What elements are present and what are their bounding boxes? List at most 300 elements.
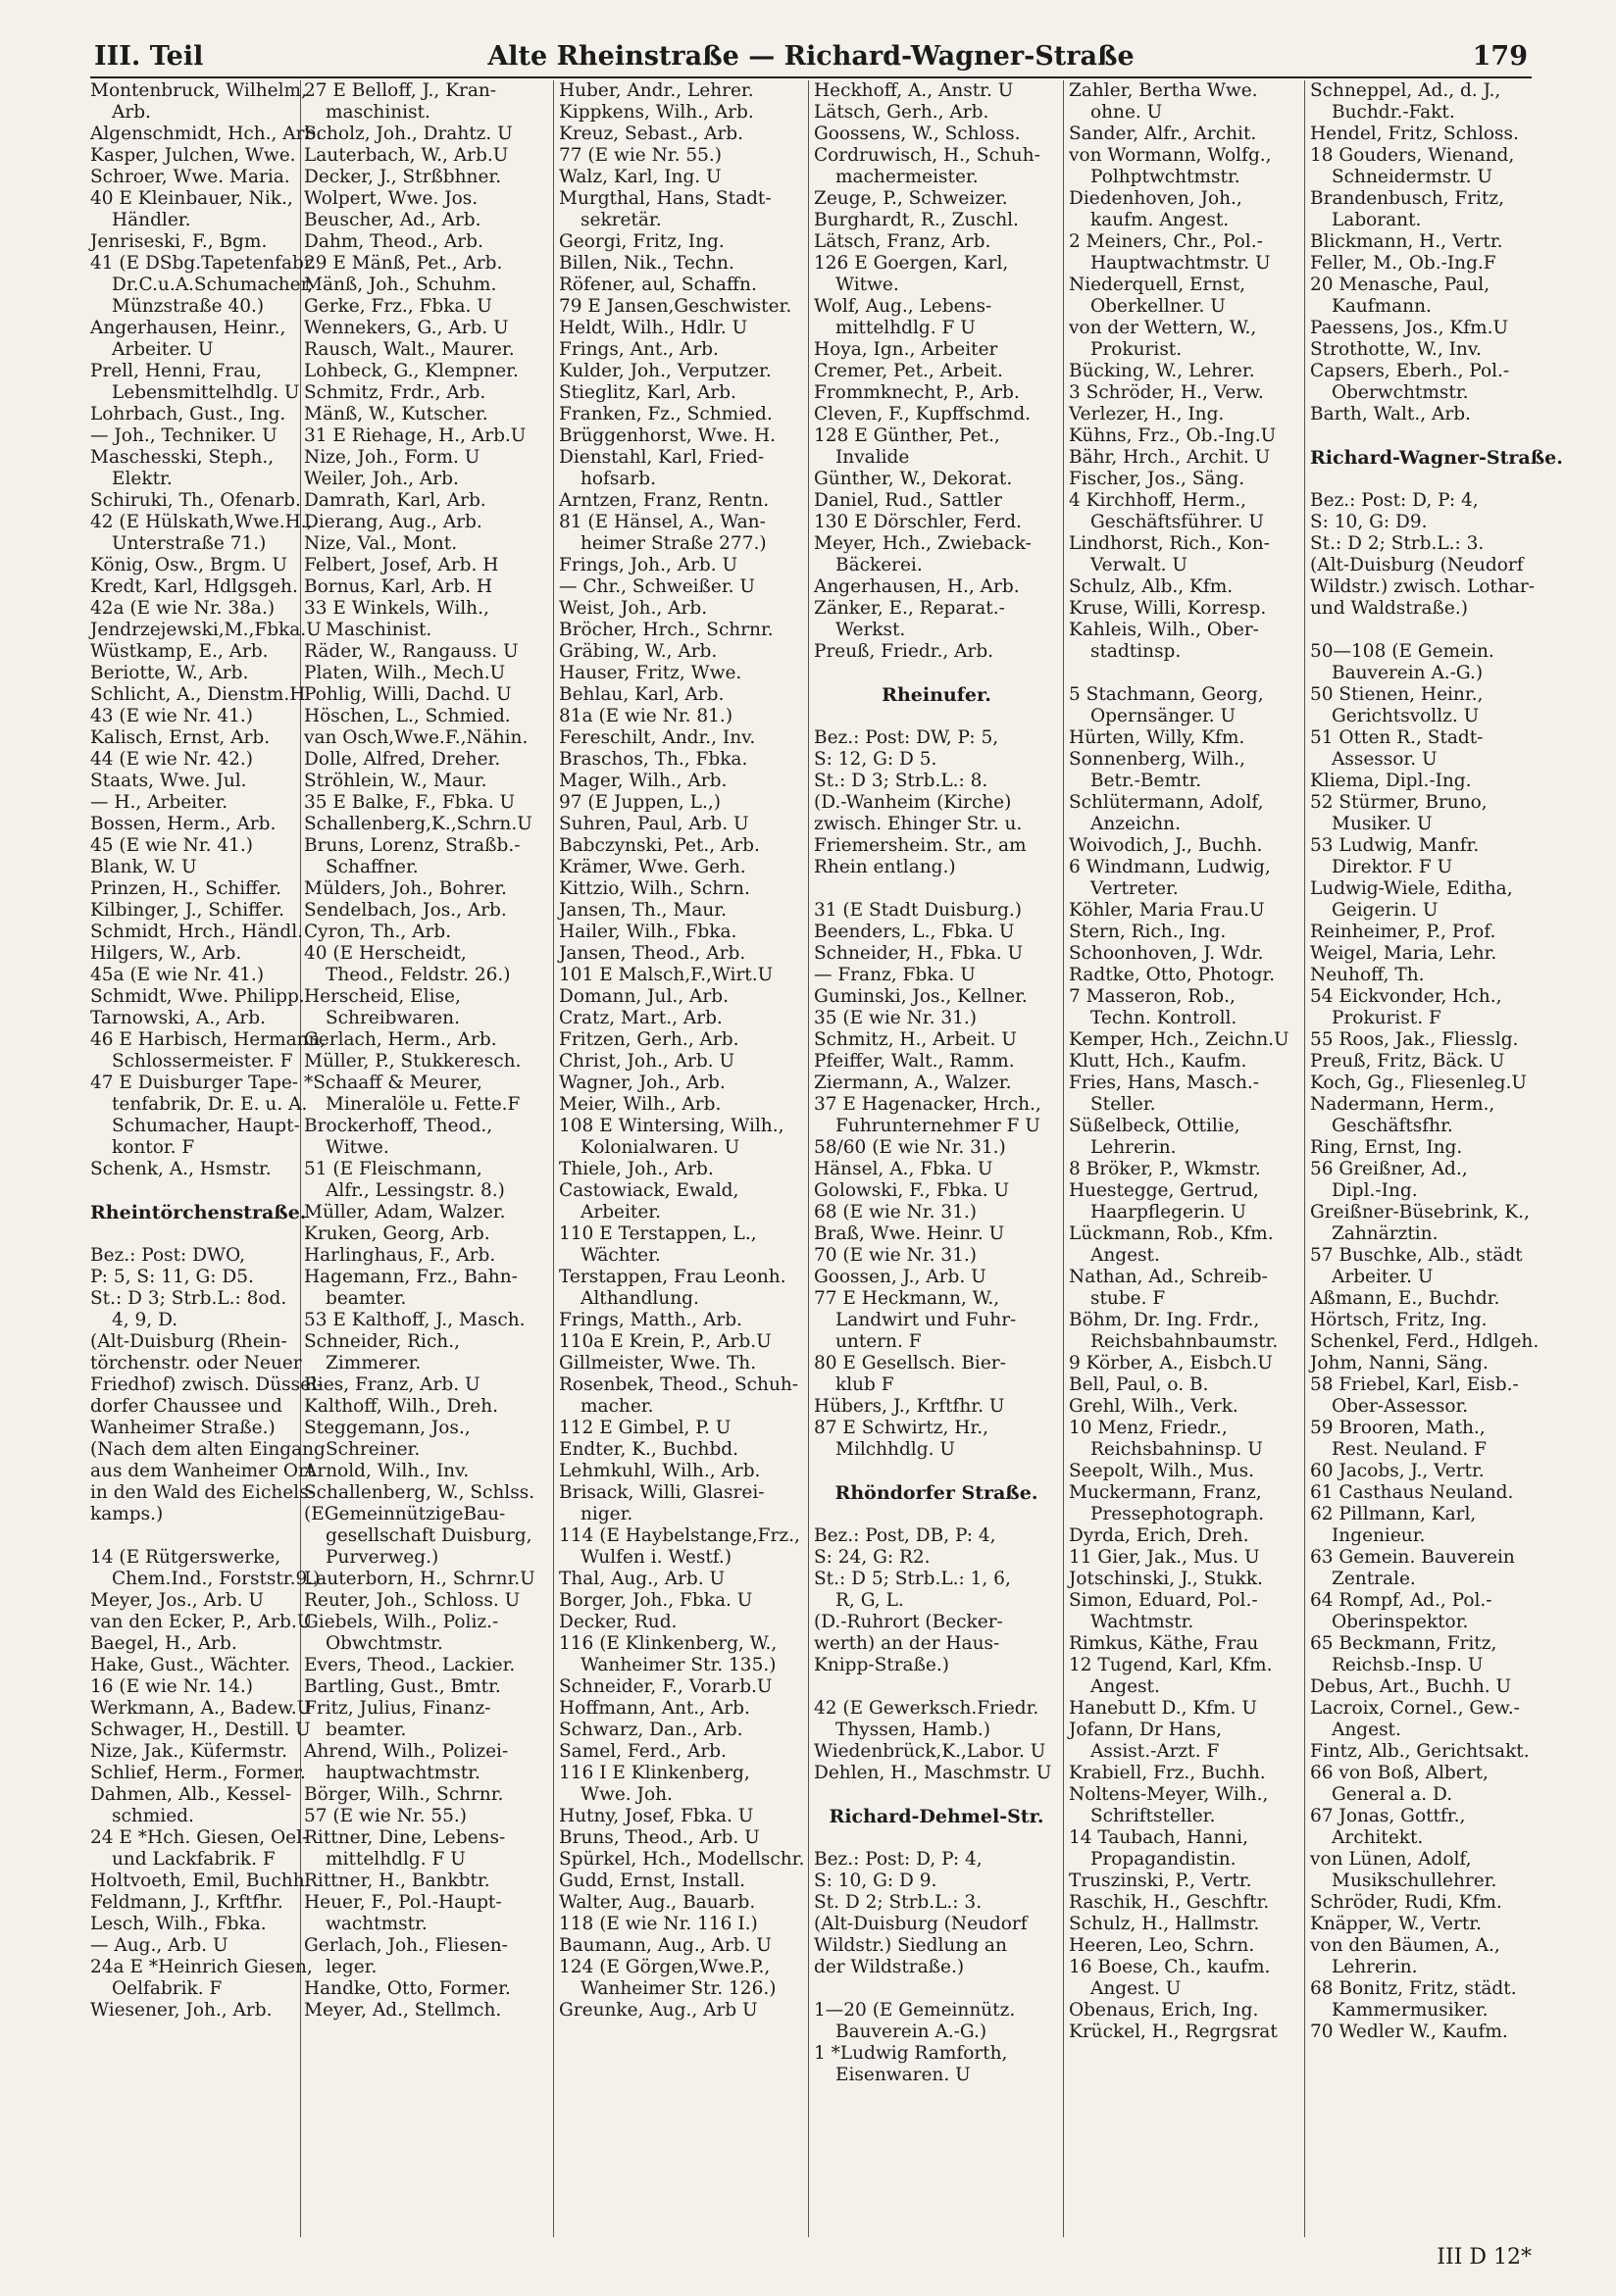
- directory-entry: Decker, J., Strßbhner.: [304, 167, 502, 187]
- directory-entry: Angest. U: [1090, 1978, 1182, 1999]
- columns-container: [90, 80, 1563, 2237]
- directory-entry: Schulz, H., Hallmstr.: [1069, 1914, 1260, 1934]
- directory-entry: Beenders, L., Fbka. U: [814, 922, 1015, 942]
- directory-entry: Wolpert, Wwe. Jos.: [304, 188, 479, 209]
- directory-entry: Grehl, Wilh., Verk.: [1069, 1396, 1238, 1417]
- directory-entry: Arbeiter. U: [1332, 1267, 1434, 1287]
- directory-entry: Kruse, Willi, Korresp.: [1069, 598, 1267, 619]
- directory-entry: von der Wettern, W.,: [1069, 318, 1257, 338]
- directory-entry: Schenkel, Ferd., Hdlgeh.: [1310, 1331, 1540, 1352]
- directory-entry: Radtke, Otto, Photogr.: [1069, 965, 1276, 985]
- directory-entry: Harlinghaus, F., Arb.: [304, 1245, 496, 1266]
- directory-entry: Böhm, Dr. Ing. Frdr.,: [1069, 1310, 1260, 1330]
- directory-entry: Decker, Rud.: [559, 1612, 678, 1632]
- directory-entry: Hutny, Josef, Fbka. U: [559, 1806, 754, 1826]
- directory-entry: Bruns, Lorenz, Straßb.-: [304, 835, 521, 856]
- directory-entry: Werkmann, A., Badew.U: [90, 1698, 313, 1719]
- directory-entry: Brüggenhorst, Wwe. H.: [559, 425, 777, 446]
- directory-entry: Montenbruck, Wilhelm,: [90, 80, 307, 101]
- directory-entry: 47 E Duisburger Tape-: [90, 1073, 299, 1093]
- directory-entry: Woivodich, J., Buchh.: [1069, 835, 1263, 856]
- directory-entry: Pfeiffer, Walt., Ramm.: [814, 1051, 1015, 1072]
- directory-entry: Walter, Aug., Bauarb.: [559, 1892, 756, 1913]
- directory-entry: Meyer, Jos., Arb. U: [90, 1590, 264, 1611]
- directory-entry: Fritzen, Gerh., Arb.: [559, 1029, 739, 1050]
- directory-entry: Mager, Wilh., Arb.: [559, 771, 728, 791]
- directory-entry: Neuhoff, Th.: [1310, 965, 1425, 985]
- directory-entry: Schneidermstr. U: [1332, 167, 1492, 187]
- directory-entry: Seepolt, Wilh., Mus.: [1069, 1461, 1254, 1481]
- directory-entry: Mineralöle u. Fette.F: [326, 1094, 521, 1115]
- directory-entry: Bauverein A.-G.): [835, 2021, 987, 2042]
- directory-entry: werth) an der Haus-: [814, 1633, 1000, 1654]
- directory-entry: 42a (E wie Nr. 38a.): [90, 598, 276, 619]
- directory-entry: Wüstkamp, E., Arb.: [90, 641, 269, 662]
- directory-entry: Angerhausen, H., Arb.: [814, 576, 1020, 597]
- directory-entry: schmied.: [112, 1806, 194, 1826]
- directory-entry: Friedhof) zwisch. Düssel-: [90, 1374, 324, 1395]
- directory-entry: Direktor. F U: [1332, 857, 1453, 877]
- directory-entry: Bornus, Karl, Arb. H: [304, 576, 492, 597]
- directory-entry: Fritz, Julius, Finanz-: [304, 1698, 491, 1719]
- directory-entry: Witwe.: [835, 275, 899, 295]
- directory-entry: Tarnowski, A., Arb.: [90, 1008, 266, 1028]
- directory-entry: Fintz, Alb., Gerichtsakt.: [1310, 1741, 1530, 1762]
- directory-entry: 10 Menz, Friedr.,: [1069, 1418, 1228, 1438]
- column-3: [559, 80, 809, 2237]
- column-4: [814, 80, 1064, 2237]
- directory-entry: Wanheimer Str. 135.): [581, 1655, 777, 1675]
- directory-entry: Cratz, Mart., Arb.: [559, 1008, 723, 1028]
- directory-entry: 116 (E Klinkenberg, W.,: [559, 1633, 778, 1654]
- directory-entry: Wachtmstr.: [1090, 1612, 1194, 1632]
- directory-entry: 57 Buschke, Alb., städt: [1310, 1245, 1523, 1266]
- directory-entry: Wolf, Aug., Lebens-: [814, 296, 992, 317]
- directory-entry: Sendelbach, Jos., Arb.: [304, 900, 507, 921]
- directory-entry: Kemper, Hch., Zeichn.U: [1069, 1029, 1289, 1050]
- directory-entry: 18 Gouders, Wienand,: [1310, 145, 1515, 166]
- directory-entry: hauptwachtmstr.: [326, 1763, 480, 1783]
- directory-entry: Lohrbach, Gust., Ing.: [90, 404, 286, 424]
- directory-entry: Hübers, J., Krftfhr. U: [814, 1396, 1005, 1417]
- spacer: [1069, 663, 1300, 684]
- directory-entry: 31 (E Stadt Duisburg.): [814, 900, 1023, 921]
- directory-entry: Heuer, F., Pol.-Haupt-: [304, 1892, 502, 1913]
- directory-entry: 54 Eickvonder, Hch.,: [1310, 986, 1502, 1007]
- directory-entry: Schlütermann, Adolf,: [1069, 792, 1264, 813]
- directory-entry: 58 Friebel, Karl, Eisb.-: [1310, 1374, 1519, 1395]
- directory-entry: aus dem Wanheimer Ort: [90, 1461, 315, 1481]
- directory-entry: Meier, Wilh., Arb.: [559, 1094, 722, 1115]
- directory-entry: 52 Stürmer, Bruno,: [1310, 792, 1488, 813]
- directory-entry: Jenriseski, F., Bgm.: [90, 231, 268, 252]
- directory-entry: Baegel, H., Arb.: [90, 1633, 237, 1654]
- directory-entry: Hanebutt D., Kfm. U: [1069, 1698, 1257, 1719]
- directory-entry: Althandlung.: [581, 1288, 699, 1309]
- directory-entry: beamter.: [326, 1288, 407, 1309]
- directory-entry: 53 Ludwig, Manfr.: [1310, 835, 1480, 856]
- directory-entry: Rittner, Dine, Lebens-: [304, 1827, 506, 1848]
- directory-entry: Murgthal, Hans, Stadt-: [559, 188, 772, 209]
- directory-entry: Heckhoff, A., Anstr. U: [814, 80, 1014, 101]
- directory-entry: Arntzen, Franz, Rentn.: [559, 490, 770, 511]
- section-label: III. Teil: [94, 41, 204, 72]
- directory-entry: Gillmeister, Wwe. Th.: [559, 1353, 757, 1373]
- directory-entry: Schmidt, Hrch., Händl.: [90, 922, 304, 942]
- directory-entry: Lehrerin.: [1090, 1137, 1177, 1158]
- directory-entry: Dehlen, H., Maschmstr. U: [814, 1763, 1052, 1783]
- directory-entry: Capsers, Eberh., Pol.-: [1310, 361, 1510, 381]
- directory-entry: Wiesener, Joh., Arb.: [90, 2000, 273, 2021]
- directory-entry: Gudd, Ernst, Install.: [559, 1871, 745, 1891]
- directory-entry: Platen, Wilh., Mech.U: [304, 663, 506, 683]
- directory-entry: Lätsch, Franz, Arb.: [814, 231, 991, 252]
- directory-entry: Bez.: Post, DB, P: 4,: [814, 1525, 996, 1546]
- directory-entry: 4 Kirchhoff, Herm.,: [1069, 490, 1247, 511]
- directory-entry: St.: D 3; Strb.L.: 8od.: [90, 1288, 287, 1309]
- directory-entry: Prokurist. F: [1332, 1008, 1441, 1028]
- spacer: [90, 1180, 296, 1202]
- directory-entry: 12 Tugend, Karl, Kfm.: [1069, 1655, 1273, 1675]
- directory-entry: Dipl.-Ing.: [1332, 1180, 1418, 1201]
- directory-entry: St. D 2; Strb.L.: 3.: [814, 1892, 983, 1913]
- directory-entry: und Lackfabrik. F: [112, 1849, 276, 1870]
- directory-entry: 81 (E Hänsel, A., Wan-: [559, 512, 766, 532]
- directory-entry: Oberkellner. U: [1090, 296, 1226, 317]
- directory-entry: Bücking, W., Lehrer.: [1069, 361, 1255, 381]
- directory-entry: tenfabrik, Dr. E. u. A.: [112, 1094, 308, 1115]
- directory-entry: — Aug., Arb. U: [90, 1935, 228, 1956]
- directory-entry: Johm, Nanni, Säng.: [1310, 1353, 1489, 1373]
- directory-entry: Feldmann, J., Krftfhr.: [90, 1892, 283, 1913]
- directory-entry: hofsarb.: [581, 469, 656, 489]
- directory-entry: S: 10, G: D 9.: [814, 1871, 937, 1891]
- directory-entry: Buchdr.-Fakt.: [1332, 102, 1455, 123]
- directory-entry: 20 Menasche, Paul,: [1310, 275, 1490, 295]
- directory-entry: 57 (E wie Nr. 55.): [304, 1806, 468, 1826]
- directory-entry: 65 Beckmann, Fritz,: [1310, 1633, 1497, 1654]
- directory-entry: Spürkel, Hch., Modellschr.: [559, 1849, 805, 1870]
- directory-entry: Huber, Andr., Lehrer.: [559, 80, 754, 101]
- directory-entry: Wildstr.) Siedlung an: [814, 1935, 1007, 1956]
- directory-entry: Noltens-Meyer, Wilh.,: [1069, 1784, 1269, 1805]
- directory-entry: Blickmann, H., Vertr.: [1310, 231, 1503, 252]
- directory-entry: Frings, Joh., Arb. U: [559, 555, 738, 575]
- directory-entry: Dierang, Aug., Arb.: [304, 512, 482, 532]
- directory-entry: Weiler, Joh., Arb.: [304, 469, 459, 489]
- directory-entry: Barth, Walt., Arb.: [1310, 404, 1471, 424]
- directory-entry: Fuhrunternehmer F U: [835, 1116, 1040, 1136]
- directory-entry: 56 Greißner, Ad.,: [1310, 1159, 1468, 1179]
- directory-entry: Milchhdlg. U: [835, 1439, 955, 1460]
- directory-entry: Mänß, W., Kutscher.: [304, 404, 488, 424]
- directory-entry: Geigerin. U: [1332, 900, 1439, 921]
- directory-entry: 81a (E wie Nr. 81.): [559, 706, 733, 726]
- directory-entry: von Wormann, Wolfg.,: [1069, 145, 1272, 166]
- directory-entry: Baumann, Aug., Arb. U: [559, 1935, 772, 1956]
- directory-entry: 3 Schröder, H., Verw.: [1069, 382, 1264, 403]
- directory-entry: 101 E Malsch,F.,Wirt.U: [559, 965, 774, 985]
- directory-entry: Reichsbahninsp. U: [1090, 1439, 1263, 1460]
- directory-entry: Dolle, Alfred, Dreher.: [304, 749, 501, 770]
- directory-entry: 87 E Schwirtz, Hr.,: [814, 1418, 988, 1438]
- directory-entry: 77 (E wie Nr. 55.): [559, 145, 723, 166]
- directory-entry: Kredt, Karl, Hdlgsgeh.: [90, 576, 298, 597]
- directory-entry: Ströhlein, W., Maur.: [304, 771, 487, 791]
- directory-entry: mittelhdlg. F U: [835, 318, 976, 338]
- directory-entry: Schenk, A., Hsmstr.: [90, 1159, 272, 1179]
- directory-entry: Guminski, Jos., Kellner.: [814, 986, 1028, 1007]
- directory-entry: Hörtsch, Fritz, Ing.: [1310, 1310, 1488, 1330]
- directory-entry: Reichsb.-Insp. U: [1332, 1655, 1484, 1675]
- directory-entry: Billen, Nik., Techn.: [559, 253, 734, 274]
- column-2: [304, 80, 554, 2237]
- directory-entry: zwisch. Ehinger Str. u.: [814, 814, 1023, 834]
- directory-entry: Fereschilt, Andr., Inv.: [559, 727, 756, 748]
- directory-entry: Franken, Fz., Schmied.: [559, 404, 773, 424]
- directory-entry: Dienstahl, Karl, Fried-: [559, 447, 765, 468]
- directory-entry: Thal, Aug., Arb. U: [559, 1569, 726, 1589]
- directory-entry: Bröcher, Hrch., Schrnr.: [559, 620, 774, 640]
- directory-entry: Invalide: [835, 447, 910, 468]
- directory-entry: Kreuz, Sebast., Arb.: [559, 124, 744, 144]
- directory-entry: Rosenbek, Theod., Schuh-: [559, 1374, 799, 1395]
- directory-entry: Propagandistin.: [1090, 1849, 1237, 1870]
- directory-entry: St.: D 3; Strb.L.: 8.: [814, 771, 988, 791]
- directory-entry: (Alt-Duisburg (Neudorf: [814, 1914, 1028, 1934]
- directory-entry: Schwager, H., Destill. U: [90, 1720, 311, 1740]
- directory-entry: Friemersheim. Str., am: [814, 835, 1027, 856]
- directory-entry: Kühns, Frz., Ob.-Ing.U: [1069, 425, 1277, 446]
- directory-entry: Nathan, Ad., Schreib-: [1069, 1267, 1268, 1287]
- directory-entry: Witwe.: [326, 1137, 389, 1158]
- directory-entry: Gräbing, W., Arb.: [559, 641, 718, 662]
- directory-entry: Kilbinger, J., Schiffer.: [90, 900, 284, 921]
- directory-entry: Beriotte, W., Arb.: [90, 663, 249, 683]
- directory-entry: Bez.: Post: D, P: 4,: [1310, 490, 1479, 511]
- directory-entry: 53 E Kalthoff, J., Masch.: [304, 1310, 526, 1330]
- directory-entry: Musikschullehrer.: [1332, 1871, 1497, 1891]
- directory-entry: Kliema, Dipl.-Ing.: [1310, 771, 1472, 791]
- directory-entry: Obenaus, Erich, Ing.: [1069, 2000, 1259, 2021]
- directory-entry: Schlief, Herm., Former.: [90, 1763, 306, 1783]
- directory-entry: — H., Arbeiter.: [90, 792, 228, 813]
- directory-entry: leger.: [326, 1957, 378, 1977]
- directory-entry: Schneider, Rich.,: [304, 1331, 460, 1352]
- directory-entry: Jansen, Th., Maur.: [559, 900, 727, 921]
- directory-entry: Christ, Joh., Arb. U: [559, 1051, 735, 1072]
- directory-entry: 5 Stachmann, Georg,: [1069, 684, 1264, 705]
- directory-entry: Knäpper, W., Vertr.: [1310, 1914, 1482, 1934]
- directory-entry: Golowski, F., Fbka. U: [814, 1180, 1010, 1201]
- directory-entry: 97 (E Juppen, L.,): [559, 792, 721, 813]
- directory-entry: 112 E Gimbel, P. U: [559, 1418, 732, 1438]
- directory-entry: Dr.C.u.A.Schumacher,: [112, 275, 314, 295]
- directory-entry: 6 Windmann, Ludwig,: [1069, 857, 1271, 877]
- directory-entry: Nize, Joh., Form. U: [304, 447, 480, 468]
- directory-entry: Goossen, J., Arb. U: [814, 1267, 986, 1287]
- directory-entry: *Schaaff & Meurer,: [304, 1073, 482, 1093]
- directory-entry: Wächter.: [581, 1245, 661, 1266]
- directory-entry: 68 Bonitz, Fritz, städt.: [1310, 1978, 1517, 1999]
- spacer: [90, 1223, 296, 1245]
- directory-entry: Hauptwachtmstr. U: [1090, 253, 1271, 274]
- spacer: [814, 663, 1059, 684]
- directory-entry: (D.-Ruhrort (Becker-: [814, 1612, 1003, 1632]
- directory-entry: Schlicht, A., Dienstm.H: [90, 684, 306, 705]
- directory-entry: Lehmkuhl, Wilh., Arb.: [559, 1461, 761, 1481]
- directory-entry: Wanheimer Straße.): [90, 1418, 276, 1438]
- directory-entry: 1—20 (E Gemeinnütz.: [814, 2000, 1016, 2021]
- directory-entry: 35 E Balke, F., Fbka. U: [304, 792, 516, 813]
- directory-entry: Reichsbahnbaumstr.: [1090, 1331, 1279, 1352]
- directory-entry: Zahnärztin.: [1332, 1223, 1439, 1244]
- directory-entry: Elektr.: [112, 469, 173, 489]
- directory-entry: mittelhdlg. F U: [326, 1849, 466, 1870]
- directory-entry: Koch, Gg., Fliesenleg.U: [1310, 1073, 1527, 1093]
- directory-entry: 124 (E Görgen,Wwe.P.,: [559, 1957, 771, 1977]
- directory-entry: 55 Roos, Jak., Fliesslg.: [1310, 1029, 1519, 1050]
- directory-entry: Arb.: [112, 102, 151, 123]
- directory-entry: Klutt, Hch., Kaufm.: [1069, 1051, 1247, 1072]
- directory-entry: Theod., Feldstr. 26.): [326, 965, 511, 985]
- directory-entry: Börger, Wilh., Schrnr.: [304, 1784, 504, 1805]
- directory-entry: 16 (E wie Nr. 14.): [90, 1676, 254, 1697]
- directory-entry: Lacroix, Cornel., Gew.-: [1310, 1698, 1520, 1719]
- directory-entry: Hailer, Wilh., Fbka.: [559, 922, 737, 942]
- directory-entry: maschinist.: [326, 102, 430, 123]
- directory-entry: Rest. Neuland. F: [1332, 1439, 1487, 1460]
- spacer: [814, 1784, 1059, 1806]
- directory-entry: Opernsänger. U: [1090, 706, 1237, 726]
- directory-entry: (Alt-Duisburg (Neudorf: [1310, 555, 1524, 575]
- directory-entry: Lohbeck, G., Klempner.: [304, 361, 519, 381]
- directory-entry: S: 24, G: R2.: [814, 1547, 931, 1568]
- directory-entry: Wildstr.) zwisch. Lothar-: [1310, 576, 1536, 597]
- directory-entry: Prokurist.: [1090, 339, 1183, 360]
- directory-entry: Lauterbach, W., Arb.U: [304, 145, 509, 166]
- street-heading: Richard-Wagner-Straße.: [1310, 447, 1563, 469]
- directory-entry: Landwirt und Fuhr-: [835, 1310, 1017, 1330]
- directory-entry: Hürten, Willy, Kfm.: [1069, 727, 1245, 748]
- directory-entry: Schlossermeister. F: [112, 1051, 293, 1072]
- directory-entry: Nadermann, Herm.,: [1310, 1094, 1495, 1115]
- directory-entry: 118 (E wie Nr. 116 I.): [559, 1914, 758, 1934]
- directory-entry: Sander, Alfr., Archit.: [1069, 124, 1257, 144]
- directory-entry: St.: D 2; Strb.L.: 3.: [1310, 533, 1485, 554]
- directory-entry: Hagemann, Frz., Bahn-: [304, 1267, 518, 1287]
- directory-entry: Schulz, Alb., Kfm.: [1069, 576, 1234, 597]
- directory-entry: 9 Körber, A., Eisbch.U: [1069, 1353, 1273, 1373]
- directory-entry: 31 E Riehage, H., Arb.U: [304, 425, 527, 446]
- directory-entry: Algenschmidt, Hch., Arb.: [90, 124, 323, 144]
- directory-entry: 8 Bröker, P., Wkmstr.: [1069, 1159, 1261, 1179]
- directory-entry: Bauverein A.-G.): [1332, 663, 1484, 683]
- directory-entry: Schallenberg,K.,Schrn.U: [304, 814, 532, 834]
- directory-entry: Sonnenberg, Wilh.,: [1069, 749, 1245, 770]
- directory-entry: Bähr, Hrch., Archit. U: [1069, 447, 1271, 468]
- directory-entry: 66 von Boß, Albert,: [1310, 1763, 1489, 1783]
- directory-entry: Domann, Jul., Arb.: [559, 986, 729, 1007]
- directory-entry: — Joh., Techniker. U: [90, 425, 278, 446]
- directory-entry: (Nach dem alten Eingang: [90, 1439, 326, 1460]
- page-header: [90, 37, 1532, 78]
- directory-entry: Oberinspektor.: [1332, 1612, 1469, 1632]
- directory-entry: — Chr., Schweißer. U: [559, 576, 756, 597]
- directory-entry: Huestegge, Gertrud,: [1069, 1180, 1259, 1201]
- directory-entry: Cyron, Th., Arb.: [304, 922, 452, 942]
- directory-entry: Hake, Gust., Wächter.: [90, 1655, 291, 1675]
- directory-entry: machermeister.: [835, 167, 979, 187]
- directory-entry: Zänker, E., Reparat.-: [814, 598, 1005, 619]
- directory-entry: 37 E Hagenacker, Hrch.,: [814, 1094, 1041, 1115]
- directory-entry: Rausch, Walt., Maurer.: [304, 339, 515, 360]
- directory-entry: Nize, Val., Mont.: [304, 533, 458, 554]
- page-title: Alte Rheinstraße — Richard-Wagner-Straße: [487, 41, 1135, 72]
- directory-entry: Lätsch, Gerh., Arb.: [814, 102, 989, 123]
- directory-entry: Schneider, F., Vorarb.U: [559, 1676, 773, 1697]
- directory-entry: Weigel, Maria, Lehr.: [1310, 943, 1497, 964]
- directory-entry: Bossen, Herm., Arb.: [90, 814, 277, 834]
- directory-entry: Purverweg.): [326, 1547, 439, 1568]
- street-heading: Richard-Dehmel-Str.: [829, 1806, 1044, 1827]
- directory-entry: Schoonhoven, J. Wdr.: [1069, 943, 1264, 964]
- directory-entry: Bez.: Post: DW, P: 5,: [814, 727, 999, 748]
- directory-entry: 11 Gier, Jak., Mus. U: [1069, 1547, 1260, 1568]
- directory-entry: Diedenhoven, Joh.,: [1069, 188, 1242, 209]
- directory-entry: Walz, Karl, Ing. U: [559, 167, 722, 187]
- directory-entry: 116 I E Klinkenberg,: [559, 1763, 750, 1783]
- directory-entry: Schallenberg, W., Schlss.: [304, 1482, 535, 1503]
- directory-entry: Assessor. U: [1332, 749, 1438, 770]
- directory-entry: Preuß, Friedr., Arb.: [814, 641, 994, 662]
- directory-entry: Angest.: [1332, 1720, 1401, 1740]
- directory-entry: Zentrale.: [1332, 1569, 1416, 1589]
- directory-entry: Vertreter.: [1090, 878, 1179, 899]
- directory-entry: (Alt-Duisburg (Rhein-: [90, 1331, 287, 1352]
- directory-entry: Truszinski, P., Vertr.: [1069, 1871, 1252, 1891]
- directory-entry: Assist.-Arzt. F: [1090, 1741, 1220, 1762]
- directory-entry: Samel, Ferd., Arb.: [559, 1741, 727, 1762]
- directory-entry: und Waldstraße.): [1310, 598, 1468, 619]
- spacer: [1310, 425, 1532, 447]
- directory-entry: Ahrend, Wilh., Polizei-: [304, 1741, 509, 1762]
- directory-entry: ohne. U: [1090, 102, 1163, 123]
- directory-entry: Prinzen, H., Schiffer.: [90, 878, 281, 899]
- directory-entry: Handke, Otto, Former.: [304, 1978, 511, 1999]
- directory-entry: 50—108 (E Gemein.: [1310, 641, 1494, 662]
- directory-entry: Ingenieur.: [1332, 1525, 1426, 1546]
- directory-entry: Meyer, Hch., Zwieback-: [814, 533, 1032, 554]
- directory-entry: Lebensmittelhdlg. U: [112, 382, 300, 403]
- directory-entry: Zimmerer.: [326, 1353, 422, 1373]
- directory-entry: 14 (E Rütgerswerke,: [90, 1547, 281, 1568]
- directory-entry: Schmidt, Wwe. Philipp.: [90, 986, 305, 1007]
- directory-entry: 126 E Goergen, Karl,: [814, 253, 1009, 274]
- directory-entry: Thiele, Joh., Arb.: [559, 1159, 714, 1179]
- directory-entry: 128 E Günther, Pet.,: [814, 425, 1000, 446]
- directory-entry: Lückmann, Rob., Kfm.: [1069, 1223, 1274, 1244]
- directory-entry: Zahler, Bertha Wwe.: [1069, 80, 1258, 101]
- directory-entry: Rhein entlang.): [814, 857, 956, 877]
- directory-entry: Oberwchtmstr.: [1332, 382, 1469, 403]
- directory-entry: Simon, Eduard, Pol.-: [1069, 1590, 1258, 1611]
- directory-entry: klub F: [835, 1374, 894, 1395]
- directory-entry: 114 (E Haybelstange,Frz.,: [559, 1525, 800, 1546]
- directory-entry: Unterstraße 71.): [112, 533, 267, 554]
- directory-entry: Schiruki, Th., Ofenarb.: [90, 490, 301, 511]
- directory-entry: Betr.-Bemtr.: [1090, 771, 1202, 791]
